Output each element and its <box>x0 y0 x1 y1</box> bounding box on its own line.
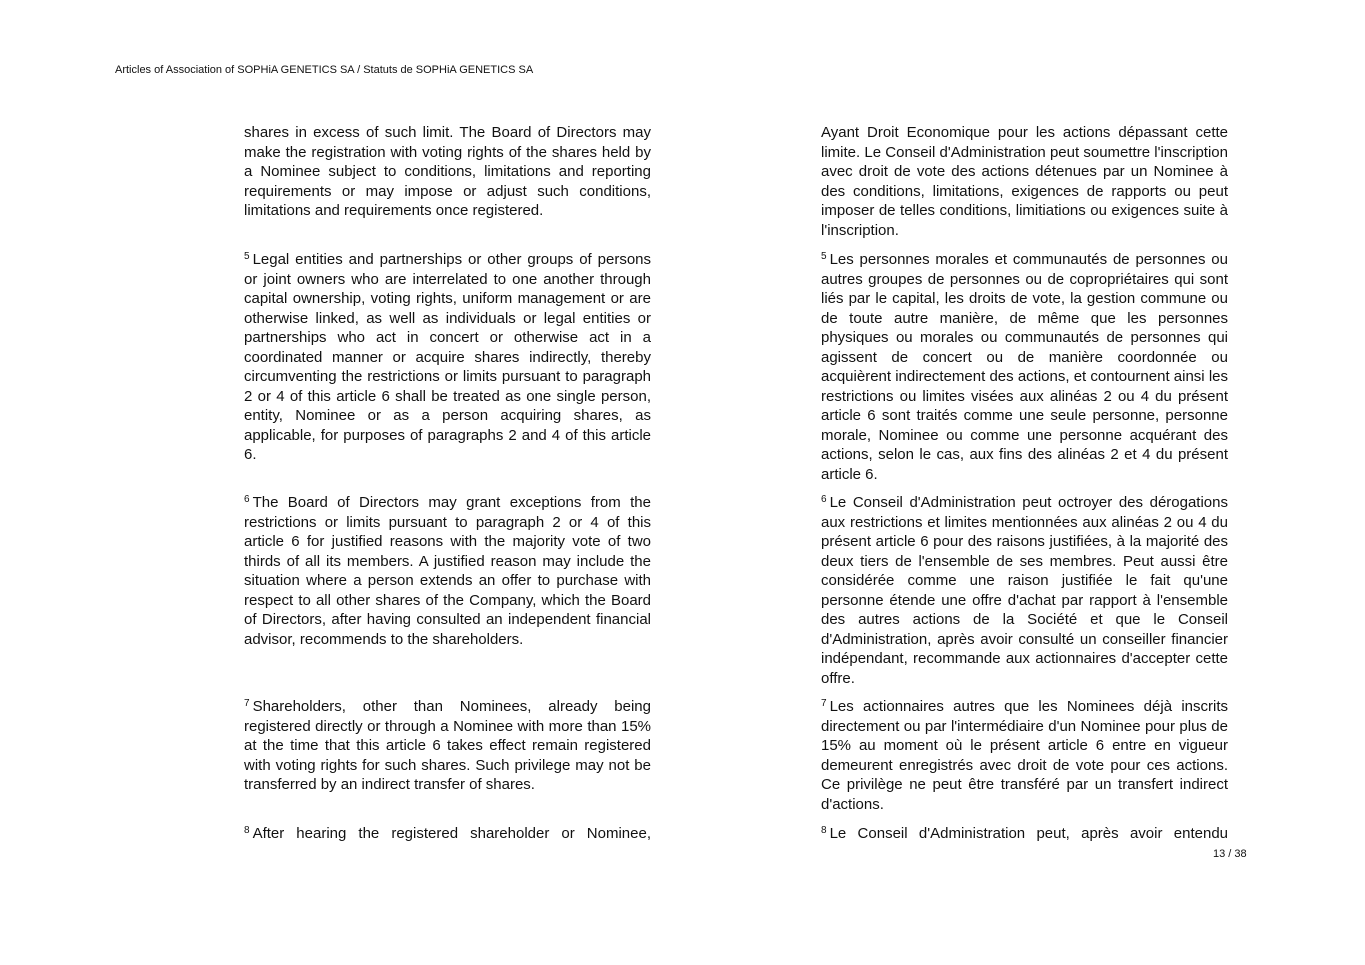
running-header: Articles of Association of SOPHiA GENETICS SA / Statuts de SOPHiA GENETICS SA <box>115 64 534 76</box>
fr-paragraph-6: $^6$ Le Conseil d'Administration peut octroyer des dérogations aux restrictions et limites mentionnées aux alinéas 2 ou 4 du présent article 6 pour des raisons justifiées, à la majorité des deux tiers de l'ensemble de ses membres. Peut aussi être considérée comme une raison justifiée le fait qu'une personne étende une offre d'achat par rapport à l'ensemble des autres actions de la Société et que le Conseil d'Administration, après avoir consulté un conseiller financier indépendant, recommande aux actionnaires d'accepter cette offre. <box>821 494 1228 687</box>
page-number: 13 / 38 <box>1213 848 1247 860</box>
fr-paragraph-7: $^7$ Les actionnaires autres que les Nominees déjà inscrits directement ou par l'intermédiaire d'un Nominee pour plus de 15% au moment où le présent article 6 entre en vigueur demeurent enregistrés avec droit de vote pour ces actions. Ce privilège ne peut être transféré par un transfert indirect d'actions. <box>821 698 1228 813</box>
en-paragraph-7: $^7$ Shareholders, other than Nominees, already being registered directly or through a Nominee with more than 15% at the time that this article 6 takes effect remain registered with voting rights for such shares. Such privilege may not be transferred by an indirect transfer of shares. <box>244 698 651 793</box>
en-paragraph-6: $^6$ The Board of Directors may grant exceptions from the restrictions or limits pursuant to paragraph 2 or 4 of this article 6 for justified reasons with the majority vote of two thirds of all its members. A justified reason may include the situation where a person extends an offer to purchase with respect to all other shares of the Company, which the Board of Directors, after having consulted an independent financial advisor, recommends to the shareholders. <box>244 494 651 648</box>
fr-paragraph-4-continued: Ayant Droit Economique pour les actions dépassant cette limite. Le Conseil d'Administration peut soumettre l'inscription avec droit de vote des actions détenues par un Nominee à des conditions, limitations, exigences de rapports ou peut imposer de telles conditions, limitiations ou exigences suite à l'inscription. <box>821 124 1228 239</box>
fr-paragraph-8: $^8$ Le Conseil d'Administration peut, après avoir entendu <box>821 825 1228 842</box>
en-paragraph-4-continued: shares in excess of such limit. The Board of Directors may make the registration with voting rights of the shares held by a Nominee subject to conditions, limitations and reporting requirements or may impose or adjust such conditions, limitations and requirements once registered. <box>244 124 651 219</box>
fr-paragraph-5: $^5$ Les personnes morales et communautés de personnes ou autres groupes de personnes ou de copropriétaires qui sont liés par le capital, les droits de vote, la gestion commune ou de toute autre manière, de même que les personnes physiques ou morales ou communautés de personnes qui agissent de concert ou de manière coordonnée ou acquièrent indirectement des actions, et contournent ainsi les restrictions ou limites visées aux alinéas 2 ou 4 du présent article 6 sont traités comme une seule personne, personne morale, Nominee ou comme une personne acquérant des actions, selon le cas, aux fins des alinéas 2 et 4 du présent article 6. <box>821 251 1228 483</box>
en-paragraph-5: $^5$ Legal entities and partnerships or other groups of persons or joint owners who are interrelated to one another through capital ownership, voting rights, uniform management or are otherwise linked, as well as individuals or legal entities or partnerships who act in concert or otherwise act in a coordinated manner or acquire shares indirectly, thereby circumventing the restrictions or limits pursuant to paragraph 2 or 4 of this article 6 shall be treated as one single person, entity, Nominee or as a person acquiring shares, as applicable, for purposes of paragraphs 2 and 4 of this article 6. <box>244 251 651 463</box>
en-paragraph-8: $^8$ After hearing the registered shareholder or Nominee, <box>244 825 651 842</box>
